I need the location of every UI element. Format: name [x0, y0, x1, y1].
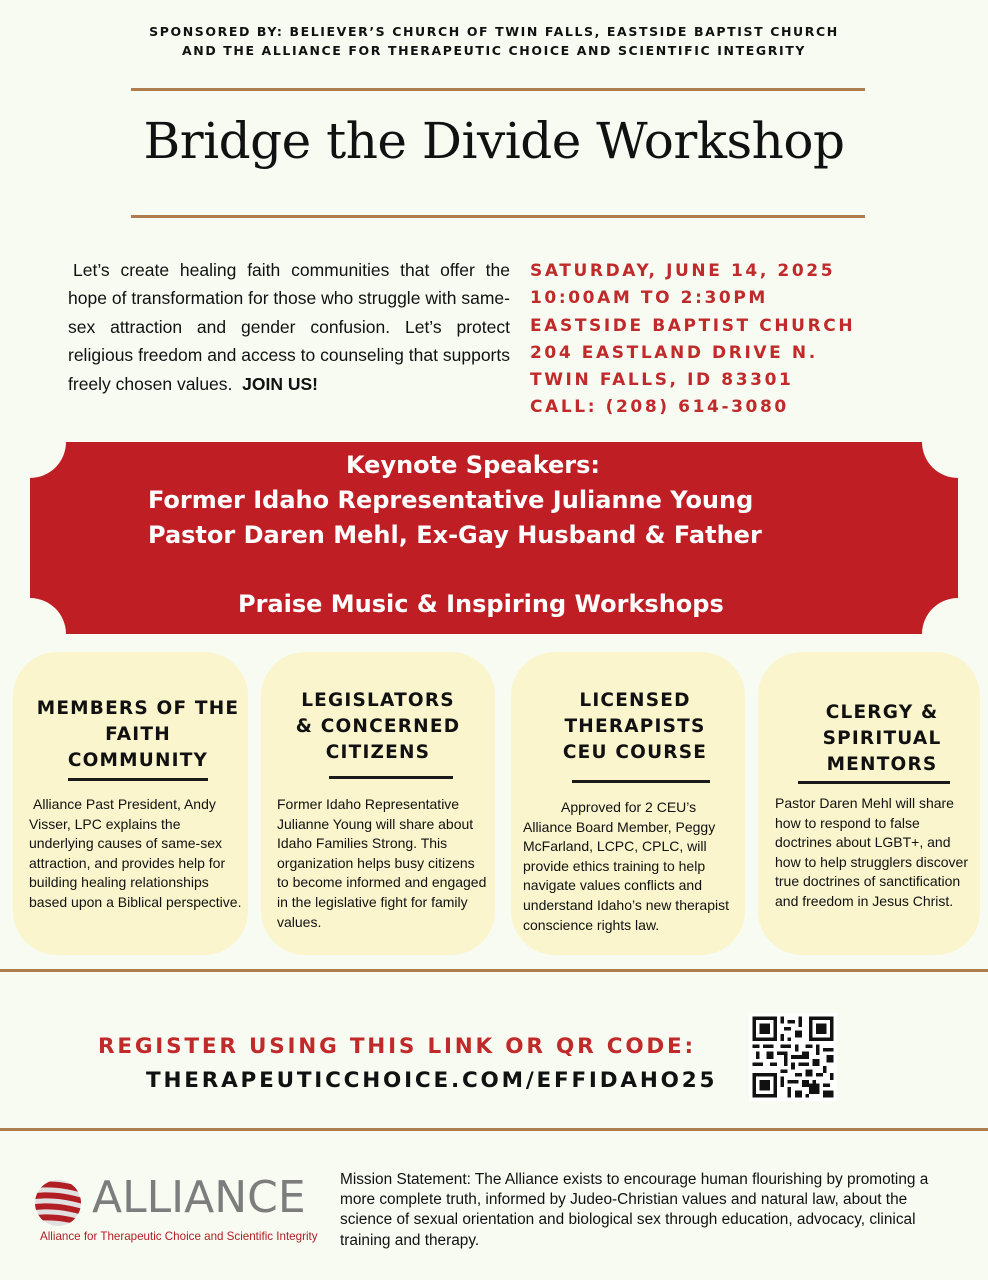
card-title	[758, 700, 988, 778]
card-faith-community	[13, 652, 248, 955]
card-title	[261, 688, 495, 766]
card-title-line: THERAPISTS	[564, 716, 706, 737]
event-details	[530, 258, 855, 422]
card-title-line: MEMBERS OF THE	[36, 698, 240, 719]
register-link[interactable]: THERAPEUTICCHOICE.COM/EFFIDAHO25	[146, 1068, 718, 1093]
card-clergy	[758, 652, 980, 955]
card-title-line: CITIZENS	[325, 742, 431, 763]
card-divider	[329, 776, 453, 779]
event-venue: EASTSIDE BAPTIST CHURCH	[530, 315, 856, 336]
divider-top	[131, 88, 865, 91]
card-title-line: CLERGY &	[825, 702, 939, 723]
keynote-heading: Keynote Speakers:	[346, 451, 601, 479]
event-date: SATURDAY, JUNE 14, 2025	[530, 261, 836, 281]
intro-paragraph	[68, 256, 510, 398]
banner-tagline: Praise Music & Inspiring Workshops	[238, 590, 724, 618]
card-divider	[68, 778, 208, 781]
event-time: 10:00AM TO 2:30PM	[530, 288, 768, 309]
intro-text: Let’s create healing faith communities that offer the hope of transformation for those who struggle with same-sex attraction and gender confusion. Let’s protect religious freedom and access to counseling that supports freely chosen values.	[68, 260, 510, 394]
card-divider	[572, 780, 710, 783]
card-title-line: & CONCERNED	[295, 716, 461, 737]
card-body: Pastor Daren Mehl will share how to respond to false doctrines about LGBT+, and how to help strugglers discover true doctrines of sanctification and freedom in Jesus Christ.	[775, 795, 968, 909]
join-us-callout: JOIN US!	[242, 373, 318, 394]
logo-wordmark: ALLIANCE	[92, 1172, 306, 1223]
divider-title-bottom	[131, 215, 865, 218]
logo-subtitle: Alliance for Therapeutic Choice and Scientific Integrity	[40, 1230, 318, 1243]
card-title-line: LEGISLATORS	[301, 690, 455, 711]
ceu-approval: Approved for 2 CEU’s	[561, 799, 697, 815]
card-title	[511, 688, 759, 766]
sponsor-line-2: AND THE ALLIANCE FOR THERAPEUTIC CHOICE AND SCIENTIFIC INTEGRITY	[182, 43, 806, 58]
card-body: Former Idaho Representative Julianne Young will share about Idaho Families Strong. This organization helps busy citizens to become informed and engaged in the legislative fight for family values.	[277, 796, 487, 930]
card-divider	[798, 781, 950, 784]
card-title-line: CEU COURSE	[562, 742, 708, 763]
keynote-text	[148, 448, 762, 553]
card-title-line: MENTORS	[826, 754, 938, 775]
card-therapists	[511, 652, 745, 955]
keynote-speaker-1: Former Idaho Representative Julianne Young	[148, 486, 754, 514]
sponsor-line-1: SPONSORED BY: BELIEVER’S CHURCH OF TWIN FALLS, EASTSIDE BAPTIST CHURCH	[149, 24, 839, 39]
card-title-line: FAITH	[105, 724, 171, 745]
mission-statement: Mission Statement: The Alliance exists to encourage human flourishing by promoting a more complete truth, informed by Judeo-Christian values and natural law, about the science of sexual orientation and biological sex through education, advocacy, clinical training and therapy.	[340, 1171, 929, 1249]
register-label: REGISTER USING THIS LINK OR QR CODE:	[98, 1034, 696, 1059]
card-body	[523, 798, 743, 935]
event-street: 204 EASTLAND DRIVE N.	[530, 342, 818, 363]
divider-footer-top	[0, 1128, 988, 1131]
divider-register-top	[0, 969, 988, 972]
keynote-speaker-2: Pastor Daren Mehl, Ex-Gay Husband & Father	[148, 521, 762, 549]
logo-globe	[30, 1180, 90, 1228]
page-title: Bridge the Divide Workshop	[143, 112, 845, 170]
card-title-line: LICENSED	[579, 690, 691, 711]
card-legislators	[261, 652, 495, 955]
qr-code-icon[interactable]	[749, 1013, 837, 1101]
card-body-text: Alliance Board Member, Peggy McFarland, LCPC, CPLC, will provide ethics training to help navigate values conflicts and understand Idaho’s new therapist conscience rights law.	[523, 818, 729, 933]
event-phone[interactable]: CALL: (208) 614-3080	[530, 397, 789, 418]
card-title-line: SPIRITUAL	[822, 728, 942, 749]
alliance-logo-icon	[30, 1177, 94, 1229]
card-title	[13, 696, 263, 774]
card-body: Alliance Past President, Andy Visser, LPC explains the underlying causes of same-sex attraction, and provides help for building healing relationships based upon a Biblical perspective.	[29, 796, 242, 910]
sponsor-text	[0, 22, 988, 60]
card-title-line: COMMUNITY	[67, 750, 209, 771]
event-city: TWIN FALLS, ID 83301	[530, 370, 794, 391]
